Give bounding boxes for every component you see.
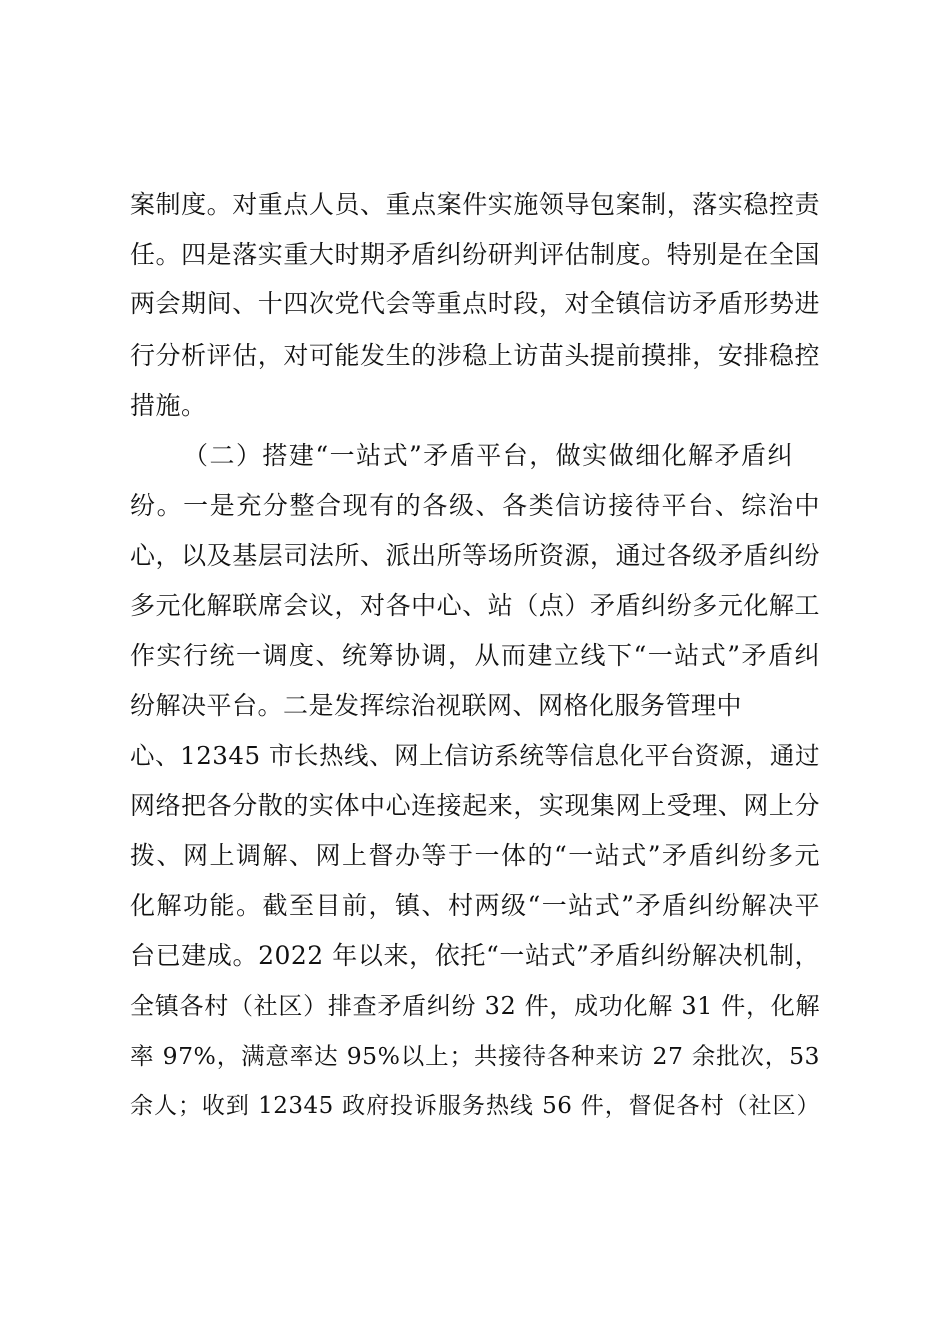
text-line: 措施。 [130, 391, 207, 420]
text-line: 余人；收到 12345 政府投诉服务热线 56 件，督促各村（社区） [130, 1093, 820, 1119]
text-line: 行分析评估，对可能发生的涉稳上访苗头提前摸排，安排稳控 [130, 341, 820, 370]
text-line: 网络把各分散的实体中心连接起来，实现集网上受理、网上分 [130, 791, 820, 820]
section-heading: （二）搭建“一站式”矛盾平台，做实做细化解矛盾纠 [183, 441, 793, 470]
text-line: 率 97%，满意率达 95%以上；共接待各种来访 27 余批次，53 [130, 1042, 820, 1070]
text-line: 纷解决平台。二是发挥综治视联网、网格化服务管理中 [130, 691, 743, 720]
text-line: 任。四是落实重大时期矛盾纠纷研判评估制度。特别是在全国 [130, 240, 820, 269]
text-line: 台已建成。2022 年以来，依托“一站式”矛盾纠纷解决机制， [130, 941, 820, 970]
text-line: 纷。一是充分整合现有的各级、各类信访接待平台、综治中 [130, 491, 820, 520]
text-line: 全镇各村（社区）排查矛盾纠纷 32 件，成功化解 31 件，化解 [130, 992, 820, 1020]
text-line: 作实行统一调度、统筹协调，从而建立线下“一站式”矛盾纠 [130, 641, 820, 670]
text-line: 拨、网上调解、网上督办等于一体的“一站式”矛盾纠纷多元 [130, 841, 820, 870]
text-line: 多元化解联席会议，对各中心、站（点）矛盾纠纷多元化解工 [130, 591, 820, 620]
text-line: 心、12345 市长热线、网上信访系统等信息化平台资源，通过 [130, 741, 820, 770]
text-line: 化解功能。截至目前，镇、村两级“一站式”矛盾纠纷解决平 [130, 891, 820, 920]
text-line: 心，以及基层司法所、派出所等场所资源，通过各级矛盾纠纷 [130, 541, 820, 570]
text-line: 两会期间、十四次党代会等重点时段，对全镇信访矛盾形势进 [130, 289, 820, 318]
text-line: 案制度。对重点人员、重点案件实施领导包案制，落实稳控责 [130, 190, 820, 219]
